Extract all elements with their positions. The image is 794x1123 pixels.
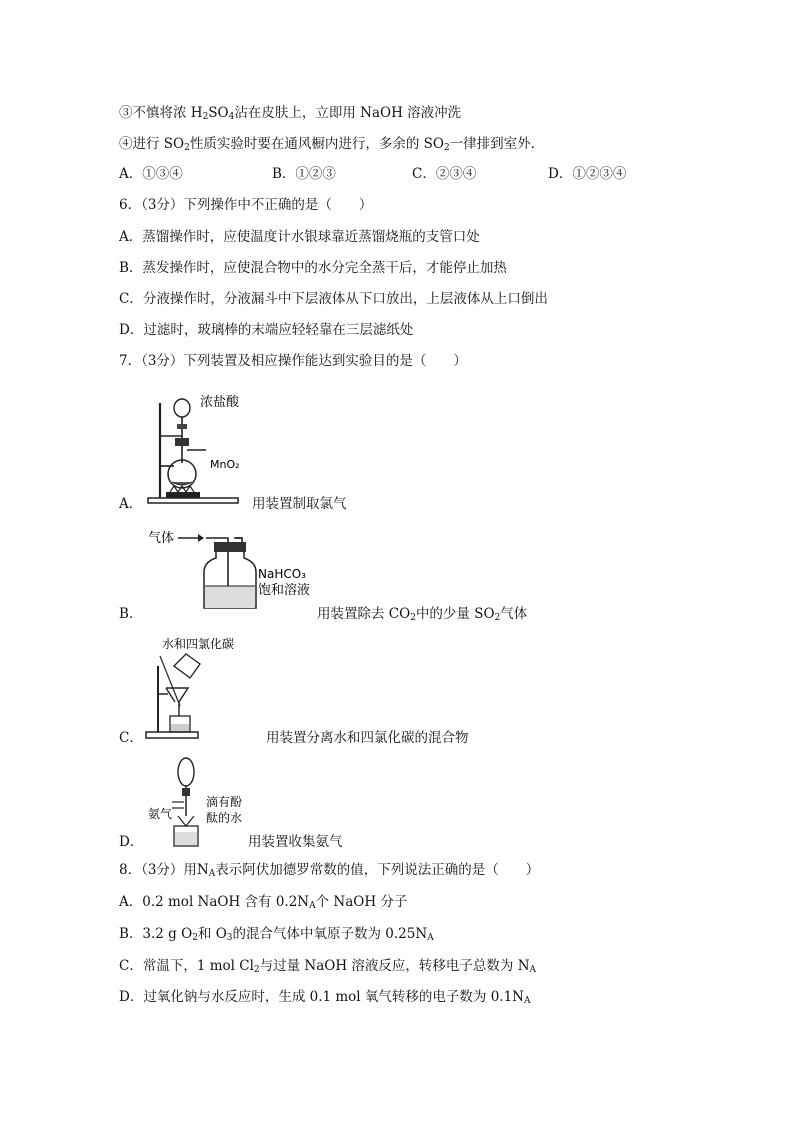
q7-option-c-caption: 用装置分离水和四氯化碳的混合物 — [266, 730, 469, 746]
label-phenolphthalein-1: 滴有酚 — [206, 795, 243, 809]
label-phenolphthalein-2: 酞的水 — [206, 811, 243, 825]
q5-option-b[interactable]: B．①②③ — [272, 166, 336, 182]
q7-option-b-caption: 用装置除去 $CO_2$中的少量 $SO_2$气体 — [317, 606, 528, 623]
apparatus-d-figure — [144, 754, 254, 850]
q6-option-b[interactable]: B．蒸发操作时，应使混合物中的水分完全蒸干后，才能停止加热 — [119, 260, 507, 276]
q7-option-a-caption: 用装置制取氯气 — [252, 496, 347, 512]
q7-option-c-letter[interactable]: C． — [119, 730, 143, 746]
q7-stem: 7．（3分）下列装置及相应操作能达到实验目的是（ ） — [119, 353, 467, 369]
q8-option-c[interactable]: C．常温下，1 mol $Cl_2$与过量 NaOH 溶液反应，转移电子总数为 $N_A$ — [119, 958, 537, 975]
q8-option-b[interactable]: B．3.2 g $O_2$和 $O_3$的混合气体中氧原子数为 $0.25N_A$ — [119, 926, 434, 943]
label-water-ccl4: 水和四氯化碳 — [162, 637, 235, 651]
label-nahco3: NaHCO₃ — [258, 567, 306, 581]
q5-option-c[interactable]: C．②③④ — [412, 166, 477, 182]
q7-option-d-letter[interactable]: D． — [119, 834, 144, 850]
apparatus-c-figure — [144, 636, 254, 744]
apparatus-a-figure — [140, 388, 280, 508]
q6-option-a[interactable]: A．蒸馏操作时，应使温度计水银球靠近蒸馏烧瓶的支管口处 — [119, 229, 480, 245]
q6-option-d[interactable]: D．过滤时，玻璃棒的末端应轻轻靠在三层滤纸处 — [119, 322, 414, 338]
q8-stem: 8．（3分）用$N_A$表示阿伏加德罗常数的值，下列说法正确的是（ ） — [119, 862, 540, 879]
q8-option-d[interactable]: D．过氧化钠与水反应时，生成 0.1 mol 氧气转移的电子数为 $0.1N_A$ — [119, 989, 531, 1006]
label-mno2: MnO₂ — [210, 458, 240, 471]
q7-option-b-letter[interactable]: B． — [119, 606, 143, 622]
q7-option-d-caption: 用装置收集氨气 — [248, 834, 343, 850]
label-ammonia-gas: 氨气 — [148, 807, 173, 821]
statement-3: ③不慎将浓 $H_2SO_4$沾在皮肤上，立即用 NaOH 溶液冲洗 — [119, 105, 462, 122]
label-conc-hcl: 浓盐酸 — [200, 395, 240, 410]
statement-4: ④进行 $SO_2$性质实验时要在通风橱内进行，多余的 $SO_2$一律排到室外. — [119, 136, 535, 153]
apparatus-b-figure — [144, 528, 324, 618]
label-saturated-solution: 饱和溶液 — [258, 583, 311, 598]
q8-option-a[interactable]: A．0.2 mol NaOH 含有 $0.2N_A$个 NaOH 分子 — [119, 894, 408, 911]
q5-option-d[interactable]: D．①②③④ — [548, 166, 627, 182]
label-gas-b: 气体 — [148, 531, 175, 546]
q7-option-a-letter[interactable]: A． — [119, 496, 143, 512]
q5-option-a[interactable]: A．①③④ — [119, 166, 183, 182]
q6-option-c[interactable]: C．分液操作时，分液漏斗中下层液体从下口放出，上层液体从上口倒出 — [119, 291, 548, 307]
q6-stem: 6．（3分）下列操作中不正确的是（ ） — [119, 197, 373, 213]
